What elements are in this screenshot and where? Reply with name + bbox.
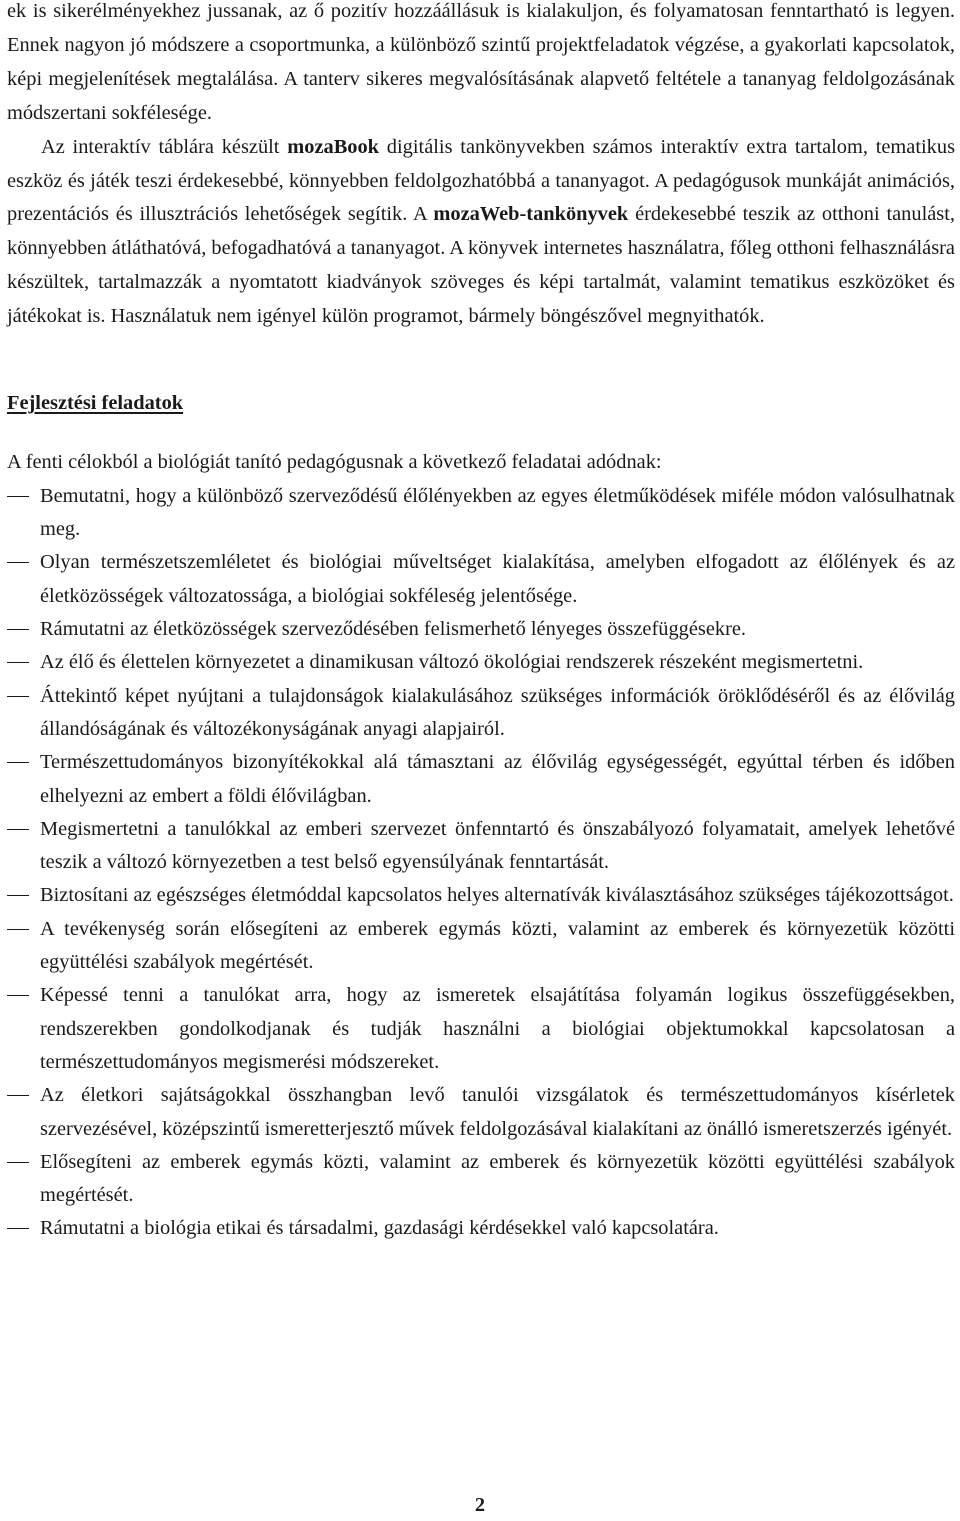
section-heading: Fejlesztési feladatok bbox=[7, 392, 184, 415]
list-item bbox=[7, 1079, 955, 1146]
dash-bullet-icon bbox=[7, 662, 29, 663]
list-item-text: Olyan természetszemléletet és biológiai műveltséget kialakítása, amelyben elfogadott az élőlények és az életközösségek változatossága, a biológiai sokféleség jelentősége. bbox=[40, 551, 955, 607]
page-number: 2 bbox=[474, 1494, 486, 1516]
mozabook-bold-term: mozaBook bbox=[287, 135, 380, 158]
mozabook-text-part3: érdekesebbé teszik az otthoni tanulást, könnyebben átláthatóvá, befogadhatóvá a tananyagot. A könyvek internetes használatra, főleg otthoni felhasználásra készültek, tartalmazzák a nyomtatott kiadványok szöveges és képi tartalmát, valamint tematikus eszközöket és játékokat is. Használatuk nem igényel külön programot, bármely böngészővel megnyithatók. bbox=[7, 203, 955, 328]
mozabook-paragraph bbox=[7, 131, 955, 334]
list-item-text: Rámutatni a biológia etikai és társadalmi, gazdasági kérdésekkel való kapcsolatára. bbox=[40, 1217, 719, 1240]
mozaweb-bold-term: mozaWeb-tankönyvek bbox=[433, 203, 629, 226]
list-item bbox=[7, 646, 955, 679]
dash-bullet-icon bbox=[7, 1228, 29, 1229]
dash-bullet-icon bbox=[7, 895, 29, 896]
dash-bullet-icon bbox=[7, 995, 29, 996]
list-item bbox=[7, 913, 955, 980]
dash-bullet-icon bbox=[7, 1095, 29, 1096]
dash-bullet-icon bbox=[7, 762, 29, 763]
dash-bullet-icon bbox=[7, 929, 29, 930]
intro-paragraph: ek is sikerélményekhez jussanak, az ő pozitív hozzáállásuk is kialakuljon, és folyamatosan fenntartható is legyen. Ennek nagyon jó módszere a csoportmunka, a különböző szintű projektfeladatok végzése, a gyakorlati kapcsolatok, képi megjelenítések megtalálása. A tanterv sikeres megvalósításának alapvető feltétele a tananyag feldolgozásának módszertani sokfélesége. bbox=[7, 0, 955, 124]
list-item bbox=[7, 680, 955, 747]
dash-bullet-icon bbox=[7, 496, 29, 497]
dash-bullet-icon bbox=[7, 562, 29, 563]
list-item-text: Az életkori sajátságokkal összhangban levő tanulói vizsgálatok és természettudományos kísérletek szervezésével, középszintű ismeretterjesztő művek feldolgozásával kialakítani az önálló ismeretszerzés igényét. bbox=[40, 1084, 955, 1140]
dash-bullet-icon bbox=[7, 829, 29, 830]
list-item bbox=[7, 546, 955, 613]
dash-bullet-icon bbox=[7, 629, 29, 630]
list-item bbox=[7, 813, 955, 880]
list-item bbox=[7, 979, 955, 1079]
list-item bbox=[7, 1146, 955, 1213]
list-item-text: A tevékenység során elősegíteni az emberek egymás közti, valamint az emberek és környezetük közötti együttélési szabályok megértését. bbox=[40, 917, 955, 974]
list-item-text: Elősegíteni az emberek egymás közti, valamint az emberek és környezetük közötti együttélési szabályok megértését. bbox=[40, 1150, 955, 1207]
list-item-text: Képessé tenni a tanulókat arra, hogy az ismeretek elsajátítása folyamán logikus összefüggésekben, rendszerekben gondolkodjanak és tudják használni a biológiai objektumokkal kapcsolatosan a természettudományos megismerési módszereket. bbox=[40, 984, 955, 1073]
list-item bbox=[7, 746, 955, 813]
section-lead-sentence: A fenti célokból a biológiát tanító pedagógusnak a következő feladatai adódnak: bbox=[7, 450, 662, 473]
list-item bbox=[7, 613, 955, 646]
dash-bullet-icon bbox=[7, 696, 29, 697]
list-item-text: Rámutatni az életközösségek szerveződésében felismerhető lényeges összefüggésekre. bbox=[40, 618, 747, 641]
list-item-text: Biztosítani az egészséges életmóddal kapcsolatos helyes alternatívák kiválasztásához szükséges tájékozottságot. bbox=[40, 884, 954, 907]
list-item bbox=[7, 480, 955, 547]
list-item-text: Áttekintő képet nyújtani a tulajdonságok kialakulásához szükséges információk öröklődéséről és az élővilág állandóságának és változékonyságának anyagi alapjairól. bbox=[40, 684, 955, 740]
list-item bbox=[7, 1212, 955, 1245]
list-item-text: Természettudományos bizonyítékokkal alá támasztani az élővilág egységességét, egyúttal térben és időben elhelyezni az embert a földi élővilágban. bbox=[40, 751, 955, 807]
list-item-text: Az élő és élettelen környezetet a dinamikusan változó ökológiai rendszerek részeként megismertetni. bbox=[40, 651, 864, 674]
mozabook-text-part2: digitális tankönyvekben számos interaktív extra tartalom, tematikus eszköz és játék teszi érdekesebbé, könnyebben feldolgozhatóbbá a tananyagot. A pedagógusok munkáját animációs, prezentációs és illusztrációs lehetőségek segítik. A bbox=[7, 135, 956, 226]
task-list bbox=[7, 480, 955, 1246]
document-page bbox=[7, 0, 955, 1246]
list-item-text: Megismertetni a tanulókkal az emberi szervezet önfenntartó és önszabályozó folyamatait, amelyek lehetővé teszik a változó környezetben a test belső egyensúlyának fenntartását. bbox=[40, 817, 955, 874]
list-item-text: Bemutatni, hogy a különböző szerveződésű élőlényekben az egyes életműködések miféle módon valósulhatnak meg. bbox=[40, 484, 955, 541]
list-item bbox=[7, 879, 955, 912]
dash-bullet-icon bbox=[7, 1162, 29, 1163]
mozabook-text-part1: Az interaktív táblára készült bbox=[41, 135, 288, 158]
